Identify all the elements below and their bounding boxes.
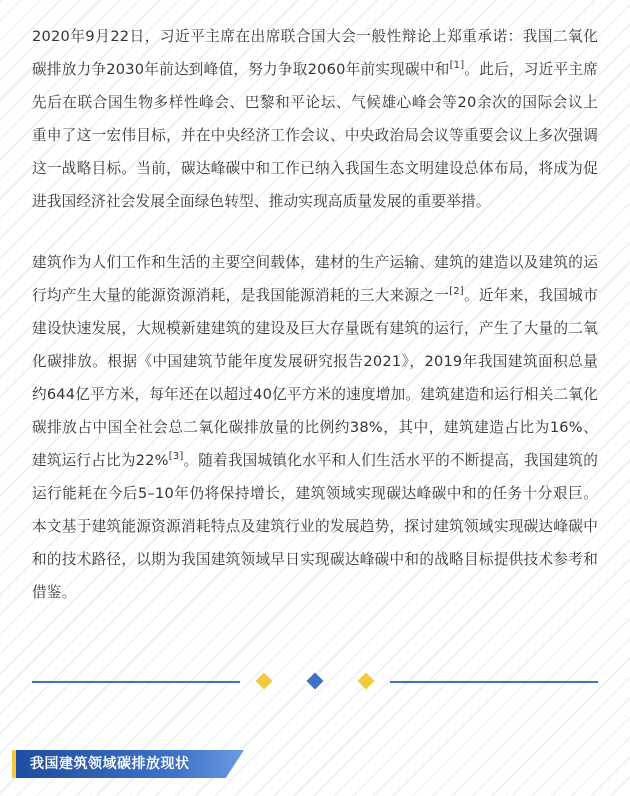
section-header-accent-bar: [12, 750, 16, 778]
section-title: 我国建筑领域碳排放现状: [30, 756, 190, 772]
citation-2[interactable]: [2]: [449, 286, 464, 298]
article-body: [32, 20, 598, 609]
divider-line-right: [390, 681, 598, 683]
section-divider: [32, 672, 598, 692]
paragraph-1-text-a: 2020年9月22日，习近平主席在出席联合国大会一般性辩论上郑重承诺：我国二氧化碳排放力争2030年前达到峰值，努力争取2060年前实现碳中和: [32, 28, 598, 78]
paragraph-1-text-b: 。此后，习近平主席先后在联合国生物多样性峰会、巴黎和平论坛、气候雄心峰会等20余次的国际会议上重申了这一宏伟目标，并在中央经济工作会议、中央政治局会议等重要会议上多次强调这一战略目标。当前，碳达峰碳中和工作已纳入我国生态文明建设总体布局，将成为促进我国经济社会发展全面绿色转型、推动实现高质量发展的重要举措。: [32, 61, 599, 210]
yellow-diamond-icon: [358, 673, 375, 690]
paragraph-2-text-b: 。近年来，我国城市建设快速发展，大规模新建建筑的建设及巨大存量既有建筑的运行，产生了大量的二氧化碳排放。根据《中国建筑节能年度发展研究报告2021》，2019年我国建筑面积总量约644亿平方米，每年还在以超过40亿平方米的速度增加。建筑建造和运行相关二氧化碳排放占中国全社会总二氧化碳排放量的比例约38%，其中，建筑建造占比为16%、建筑运行占比为22%: [32, 287, 598, 469]
blue-diamond-icon: [307, 673, 324, 690]
paragraph-2-text-a: 建筑作为人们工作和生活的主要空间载体，建材的生产运输、建筑的建造以及建筑的运行均产生大量的能源资源消耗，是我国能源消耗的三大来源之一: [32, 254, 598, 304]
paragraph-1: [32, 20, 598, 218]
citation-3[interactable]: [3]: [168, 451, 184, 463]
paragraph-2-text-c: 。随着我国城镇化水平和人们生活水平的不断提高，我国建筑的运行能耗在今后5–10年仍将保持增长，建筑领域实现碳达峰碳中和的任务十分艰巨。本文基于建筑能源资源消耗特点及建筑行业的发展趋势，探讨建筑领域实现碳达峰碳中和的技术路径，以期为我国建筑领域早日实现碳达峰碳中和的战略目标提供技术参考和借鉴。: [32, 452, 599, 601]
section-header: [0, 748, 630, 780]
citation-1[interactable]: [1]: [449, 60, 465, 72]
divider-line-left: [32, 681, 240, 683]
yellow-diamond-icon: [256, 673, 273, 690]
paragraph-2: [32, 246, 598, 609]
